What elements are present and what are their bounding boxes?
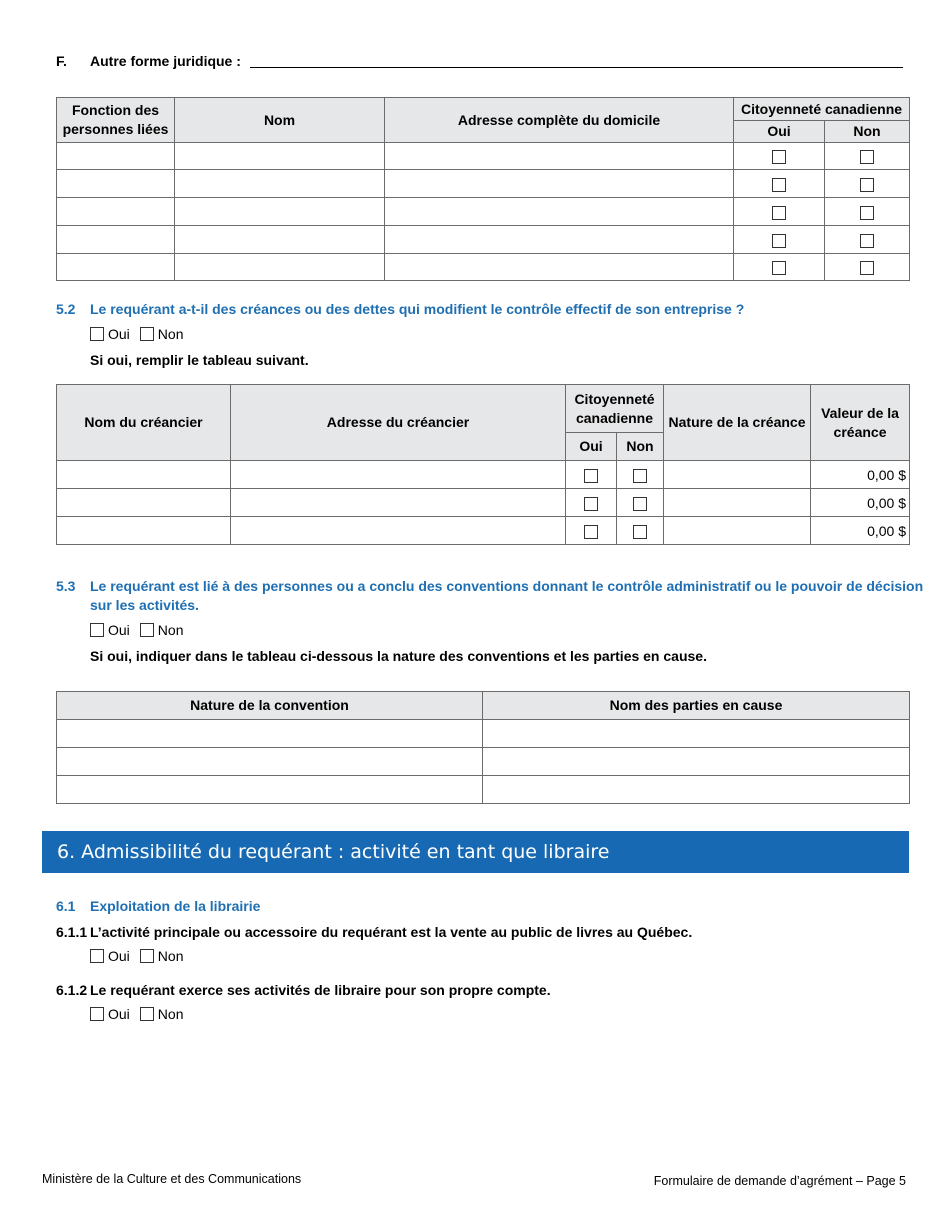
q612-oui-checkbox[interactable]	[90, 1007, 104, 1021]
header-valeur-creance: Valeur de la créance	[811, 385, 910, 461]
q52-non-label: Non	[157, 326, 184, 342]
fonction-cell[interactable]	[57, 170, 175, 198]
q612-oui-label: Oui	[108, 1006, 130, 1022]
non-checkbox[interactable]	[860, 234, 874, 248]
non-checkbox[interactable]	[860, 150, 874, 164]
conventions-table	[56, 691, 910, 804]
fonction-cell[interactable]	[57, 198, 175, 226]
section-f-label: Autre forme juridique :	[90, 53, 241, 69]
header-parties: Nom des parties en cause	[483, 692, 910, 720]
table-row	[57, 254, 910, 281]
q52-oui-label: Oui	[108, 326, 130, 342]
section-6-title: 6. Admissibilité du requérant : activité en tant que libraire	[57, 841, 610, 863]
q53-text-line2: sur les activités.	[90, 597, 199, 613]
q52-choices	[90, 326, 183, 342]
q53-oui-checkbox[interactable]	[90, 623, 104, 637]
q611-oui-checkbox[interactable]	[90, 949, 104, 963]
adresse-cell[interactable]	[385, 170, 734, 198]
non-checkbox[interactable]	[860, 206, 874, 220]
fonction-cell[interactable]	[57, 143, 175, 170]
non-checkbox[interactable]	[633, 525, 647, 539]
q53-choices	[90, 622, 183, 638]
q52-non-checkbox[interactable]	[140, 327, 154, 341]
fonction-cell[interactable]	[57, 254, 175, 281]
header-adresse-creancier: Adresse du créancier	[231, 385, 566, 461]
nature-convention-cell[interactable]	[57, 748, 483, 776]
q611-non-checkbox[interactable]	[140, 949, 154, 963]
nature-creance-cell[interactable]	[664, 517, 811, 545]
valeur-creance-cell[interactable]: 0,00 $	[811, 489, 910, 517]
adresse-creancier-cell[interactable]	[231, 489, 566, 517]
q53-non-checkbox[interactable]	[140, 623, 154, 637]
q611-choices	[90, 948, 183, 964]
q53-non-label: Non	[157, 622, 184, 638]
footer-page: Formulaire de demande d’agrément – Page 5	[653, 1174, 906, 1188]
adresse-cell[interactable]	[385, 143, 734, 170]
oui-checkbox[interactable]	[772, 234, 786, 248]
header-nature-creance: Nature de la créance	[664, 385, 811, 461]
oui-checkbox[interactable]	[772, 261, 786, 275]
adresse-cell[interactable]	[385, 254, 734, 281]
q612-text: Le requérant exerce ses activités de libraire pour son propre compte.	[90, 982, 551, 998]
personnes-liees-table	[56, 97, 910, 281]
q53-instruction: Si oui, indiquer dans le tableau ci-dessous la nature des conventions et les parties en cause.	[90, 648, 707, 664]
valeur-creance-cell[interactable]: 0,00 $	[811, 461, 910, 489]
q53-oui-label: Oui	[108, 622, 130, 638]
header-oui: Oui	[566, 433, 617, 461]
footer-ministry: Ministère de la Culture et des Communications	[42, 1172, 302, 1186]
oui-checkbox[interactable]	[772, 150, 786, 164]
q53-number: 5.3	[56, 578, 76, 594]
nom-creancier-cell[interactable]	[57, 461, 231, 489]
header-non: Non	[825, 121, 910, 143]
section-f-letter: F.	[56, 53, 67, 69]
table-row	[57, 226, 910, 254]
q612-choices	[90, 1006, 183, 1022]
oui-checkbox[interactable]	[584, 525, 598, 539]
non-checkbox[interactable]	[633, 469, 647, 483]
table-row	[57, 143, 910, 170]
q611-oui-label: Oui	[108, 948, 130, 964]
table-row	[57, 461, 910, 489]
oui-checkbox[interactable]	[584, 497, 598, 511]
nature-convention-cell[interactable]	[57, 776, 483, 804]
parties-cell[interactable]	[483, 776, 910, 804]
table-row	[57, 198, 910, 226]
q61-number: 6.1	[56, 898, 76, 914]
q612-non-label: Non	[157, 1006, 184, 1022]
nature-creance-cell[interactable]	[664, 461, 811, 489]
header-adresse: Adresse complète du domicile	[385, 98, 734, 143]
header-nom-creancier: Nom du créancier	[57, 385, 231, 461]
header-citoyennete: Citoyenneté canadienne	[734, 98, 910, 121]
q612-non-checkbox[interactable]	[140, 1007, 154, 1021]
q611-text: L’activité principale ou accessoire du requérant est la vente au public de livres au Québec.	[90, 924, 693, 940]
adresse-cell[interactable]	[385, 226, 734, 254]
q61-text: Exploitation de la librairie	[90, 898, 261, 914]
nature-convention-cell[interactable]	[57, 720, 483, 748]
table-row	[57, 170, 910, 198]
nom-cell[interactable]	[175, 143, 385, 170]
table-row	[57, 776, 910, 804]
oui-checkbox[interactable]	[772, 178, 786, 192]
creanciers-table	[56, 384, 910, 545]
non-checkbox[interactable]	[633, 497, 647, 511]
table-row	[57, 489, 910, 517]
header-oui: Oui	[734, 121, 825, 143]
parties-cell[interactable]	[483, 748, 910, 776]
nom-cell[interactable]	[175, 198, 385, 226]
header-fonction: Fonction des personnes liées	[57, 98, 175, 143]
valeur-creance-cell[interactable]: 0,00 $	[811, 517, 910, 545]
adresse-creancier-cell[interactable]	[231, 517, 566, 545]
q612-number: 6.1.2	[56, 982, 88, 998]
non-checkbox[interactable]	[860, 178, 874, 192]
parties-cell[interactable]	[483, 720, 910, 748]
nom-cell[interactable]	[175, 226, 385, 254]
non-checkbox[interactable]	[860, 261, 874, 275]
nom-cell[interactable]	[175, 254, 385, 281]
table-row	[57, 720, 910, 748]
oui-checkbox[interactable]	[772, 206, 786, 220]
autre-forme-juridique-field[interactable]	[250, 67, 903, 68]
header-non: Non	[617, 433, 664, 461]
q52-instruction: Si oui, remplir le tableau suivant.	[90, 352, 309, 368]
q53-text-line1: Le requérant est lié à des personnes ou a conclu des conventions donnant le contrôle administratif ou le pouvoir de décision	[90, 578, 924, 594]
nom-creancier-cell[interactable]	[57, 517, 231, 545]
nom-creancier-cell[interactable]	[57, 489, 231, 517]
q611-number: 6.1.1	[56, 924, 88, 940]
header-citoyennete: Citoyenneté canadienne	[566, 385, 664, 433]
adresse-cell[interactable]	[385, 198, 734, 226]
table-row	[57, 748, 910, 776]
header-nature-convention: Nature de la convention	[57, 692, 483, 720]
section-6-banner	[42, 831, 909, 873]
nom-cell[interactable]	[175, 170, 385, 198]
q52-text: Le requérant a-t-il des créances ou des dettes qui modifient le contrôle effectif de son entreprise ?	[90, 301, 745, 317]
table-row	[57, 517, 910, 545]
q52-oui-checkbox[interactable]	[90, 327, 104, 341]
adresse-creancier-cell[interactable]	[231, 461, 566, 489]
oui-checkbox[interactable]	[584, 469, 598, 483]
header-nom: Nom	[175, 98, 385, 143]
fonction-cell[interactable]	[57, 226, 175, 254]
q52-number: 5.2	[56, 301, 76, 317]
nature-creance-cell[interactable]	[664, 489, 811, 517]
q611-non-label: Non	[157, 948, 184, 964]
